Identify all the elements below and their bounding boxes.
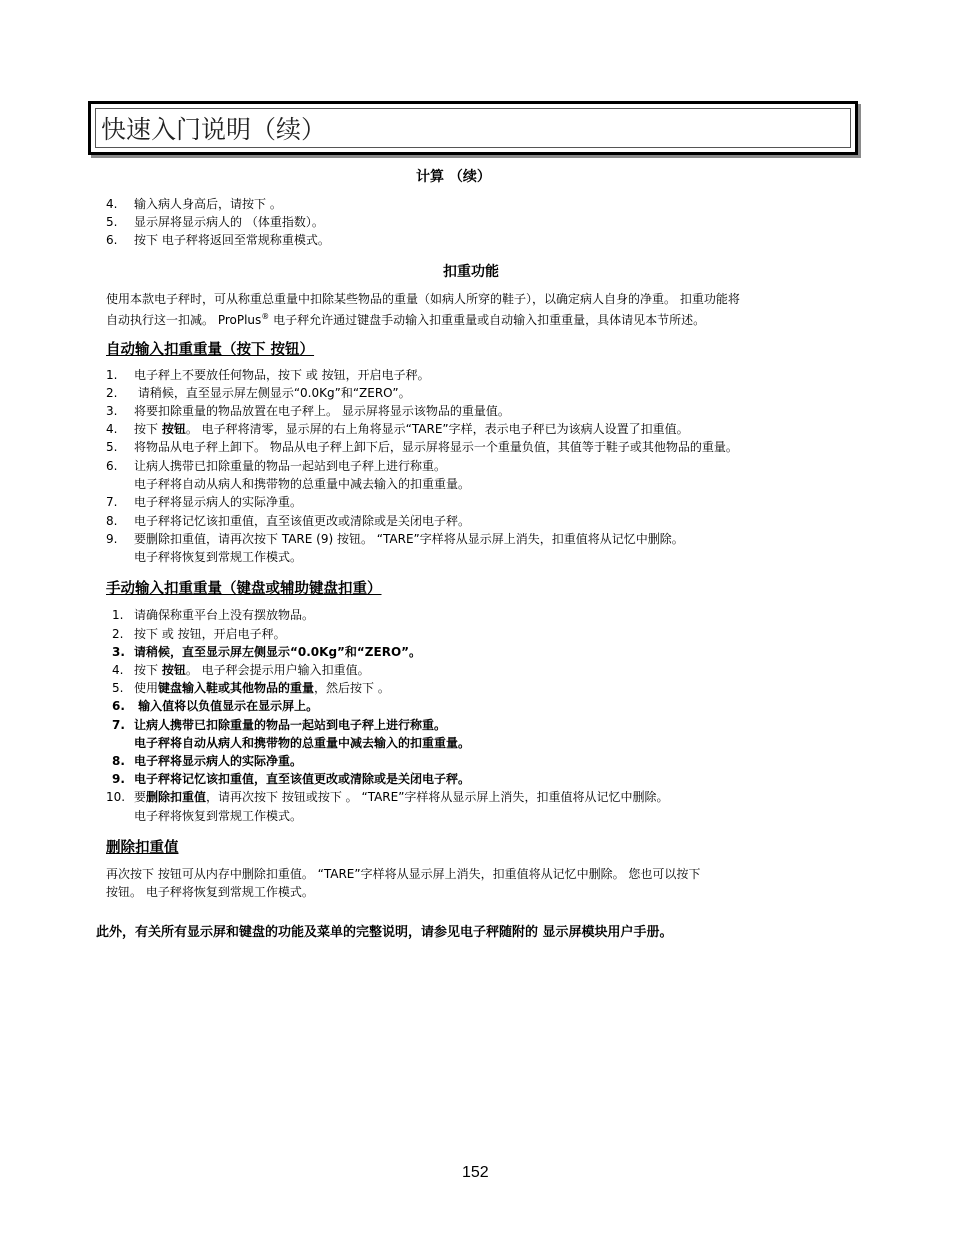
page-number: 152 [462,1164,489,1181]
delete-tare-line-1: 再次按下 按钮可从内存中删除扣重值。 “TARE”字样将从显示屏上消失，扣重值将从记忆中删除。 您也可以按下 [106,867,701,881]
list-item [106,531,684,547]
item-text: 电子秤将自动从病人和携带物的总重量中减去输入的扣重重量。 [134,477,471,491]
list-item [106,458,446,474]
item-number: 9. [106,532,118,546]
item-number: 4. [112,663,124,677]
item-text: 。 电子秤会提示用户输入扣重值。 [185,663,370,677]
item-text: ，然后按下 。 [314,681,390,695]
item-text: 电子秤将记忆该扣重值，直至该值更改或清除或是关闭电子秤。 [134,772,471,786]
list-item [112,680,390,696]
list-item [106,513,470,529]
item-text: 使用 [134,681,159,695]
list-item [106,494,302,510]
item-number: 1. [106,368,118,382]
list-item [106,232,330,248]
item-text: 将物品从电子秤上卸下。 物品从电子秤上卸下后，显示屏将显示一个重量负值，其值等于鞋子或其他物品的重量。 [134,440,738,454]
item-number: 5. [106,215,118,229]
manual-tare-heading: 手动输入扣重重量（键盘或辅助键盘扣重） [106,581,382,597]
delete-tare-line-2: 按钮。 电子秤将恢复到常规工作模式。 [106,885,314,899]
item-number: 6. [112,699,125,713]
item-text-bold: 按钮 [161,422,186,436]
footer-note: 此外，有关所有显示屏和键盘的功能及菜单的完整说明，请参见电子秤随附的 显示屏模块用户手册。 [96,925,673,940]
item-text: ，请再次按下 按钮或按下 。 “TARE”字样将从显示屏上消失，扣重值将从记忆中删除。 [206,790,669,804]
item-text: 按下 或 按钮，开启电子秤。 [134,627,286,641]
item-number: 4. [106,197,118,211]
item-number: 8. [106,514,118,528]
item-number: 5. [112,681,124,695]
tare-intro-line-1: 使用本款电子秤时，可从称重总重量中扣除某些物品的重量（如病人所穿的鞋子），以确定病人自身的净重。 扣重功能将 [106,292,740,306]
item-number: 3. [106,404,118,418]
list-item [112,717,446,733]
item-number: 8. [112,754,125,768]
item-text: 显示屏将显示病人的 （体重指数）。 [134,215,324,229]
item-number: 4. [106,422,118,436]
item-text-bold: 删除扣重值 [146,790,207,804]
page-title: 快速入门说明（续） [101,115,327,144]
item-number: 7. [112,718,125,732]
item-number: 6. [106,233,118,247]
list-item [106,789,668,805]
item-number: 2. [112,627,124,641]
list-item [106,808,302,824]
item-number: 10. [106,790,126,804]
item-text: 电子秤将恢复到常规工作模式。 [134,809,303,823]
item-number: 3. [112,645,125,659]
list-item [112,735,470,751]
item-text: 让病人携带已扣除重量的物品一起站到电子秤上进行称重。 [134,459,447,473]
item-number: 6. [106,459,118,473]
item-text: 按下 电子秤将返回至常规称重模式。 [134,233,330,247]
list-item [106,214,324,230]
item-text: 请稍候，直至显示屏左侧显示“0.0Kg”和“ZERO”。 [134,386,411,400]
item-text: 电子秤将显示病人的实际净重。 [134,495,303,509]
list-item [112,607,314,623]
item-number: 2. [106,386,118,400]
list-item [112,698,318,714]
list-item [112,662,370,678]
item-text: 按下 [134,422,162,436]
list-item [106,196,282,212]
bmi-section-heading: 计算 （续） [416,169,491,185]
item-text: 电子秤将显示病人的实际净重。 [134,754,303,768]
tare-intro-line-2 [106,309,705,328]
item-text: 输入病人身高后，请按下 。 [134,197,282,211]
list-item [106,476,470,492]
item-text-bold: 键盘输入鞋或其他物品的重量 [158,681,315,695]
item-text: 电子秤将自动从病人和携带物的总重量中减去输入的扣重重量。 [134,736,471,750]
item-number: 5. [106,440,118,454]
list-item [106,385,411,401]
page-title-banner [88,101,858,155]
list-item [112,771,470,787]
list-item [106,421,689,437]
tare-section-heading: 扣重功能 [443,264,499,280]
list-item [112,644,421,660]
list-item [112,753,302,769]
item-text: 电子秤上不要放任何物品，按下 或 按钮，开启电子秤。 [134,368,430,382]
item-text: 要 [134,790,147,804]
item-text: 请确保称重平台上没有摆放物品。 [134,608,315,622]
registered-mark: ® [261,312,270,321]
list-item [106,439,738,455]
item-text: 要删除扣重值，请再次按下 TARE (9) 按钮。 “TARE”字样将从显示屏上消失，扣重值将从记忆中删除。 [134,532,684,546]
item-text-bold: 按钮 [161,663,186,677]
item-text: 输入值将以负值显示在显示屏上。 [134,699,319,713]
item-text: 电子秤将恢复到常规工作模式。 [134,550,303,564]
item-text: 让病人携带已扣除重量的物品一起站到电子秤上进行称重。 [134,718,447,732]
list-item [106,403,510,419]
item-text: 请稍候，直至显示屏左侧显示“0.0Kg”和“ZERO”。 [134,645,422,659]
item-text: 将要扣除重量的物品放置在电子秤上。 显示屏将显示该物品的重量值。 [134,404,510,418]
auto-tare-heading: 自动输入扣重重量（按下 按钮） [106,342,315,358]
intro-text: 自动执行这一扣减。 ProPlus [106,313,262,327]
item-text: 按下 [134,663,162,677]
intro-text: 电子秤允许通过键盘手动输入扣重重量或自动输入扣重重量，具体请见本节所述。 [269,313,706,327]
list-item [112,626,286,642]
item-text: 。 电子秤将清零，显示屏的右上角将显示“TARE”字样，表示电子秤已为该病人设置了扣重值。 [185,422,689,436]
item-text: 电子秤将记忆该扣重值，直至该值更改或清除或是关闭电子秤。 [134,514,471,528]
list-item [106,549,302,565]
item-number: 7. [106,495,118,509]
list-item [106,367,430,383]
item-number: 9. [112,772,125,786]
item-number: 1. [112,608,124,622]
delete-tare-heading: 删除扣重值 [106,840,179,856]
